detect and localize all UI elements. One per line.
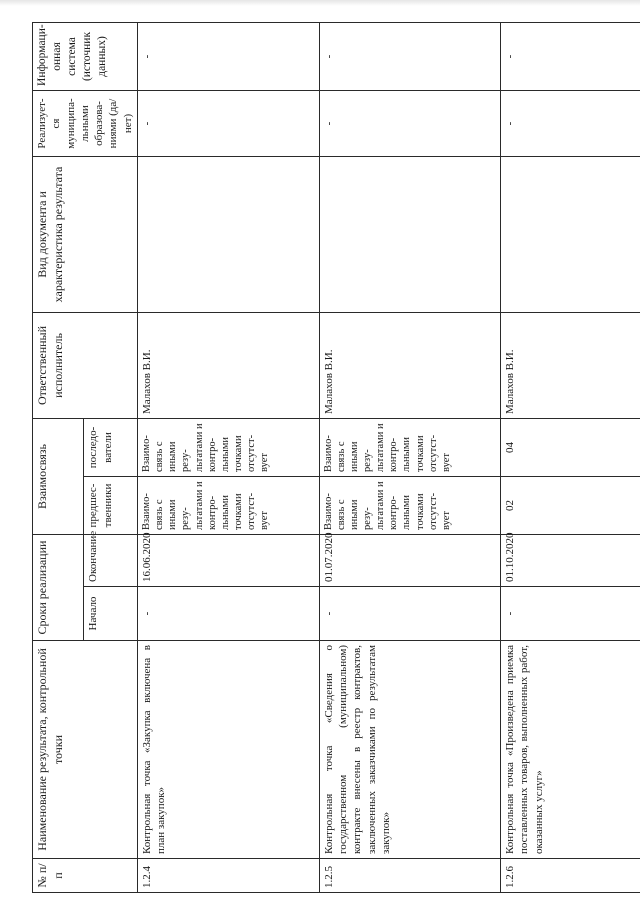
row-responsible: Малахов В.И.	[501, 312, 640, 418]
row-num: 1.2.5	[319, 859, 501, 893]
table-row	[138, 22, 320, 892]
header-terms-start: Начало	[84, 587, 138, 641]
scan-edge	[0, 0, 640, 6]
header-terms-end: Окончание	[84, 535, 138, 587]
row-doc-type	[319, 156, 501, 312]
header-name: Наименование результата, контрольной точки	[33, 641, 138, 859]
row-prev: Взаимо-связь с иными резу-льтатами и контро-льными точками отсутст-вует	[319, 477, 501, 535]
row-municipal: -	[138, 90, 320, 156]
header-info-system: Информаци-онная система (источник данных)	[33, 22, 138, 90]
row-info-system: -	[138, 22, 320, 90]
row-responsible: Малахов В.И.	[138, 312, 320, 418]
row-next: Взаимо-связь с иными резу-льтатами и контро-льными точками отсутст-вует	[319, 418, 501, 476]
row-start: -	[319, 587, 501, 641]
table-row	[501, 22, 640, 892]
header-relation-prev: предшес-твенники	[84, 477, 138, 535]
row-municipal: -	[501, 90, 640, 156]
row-end: 16.06.2020	[138, 535, 320, 587]
row-prev: Взаимо-связь с иными резу-льтатами и контро-льными точками отсутст-вует	[138, 477, 320, 535]
row-doc-type	[501, 156, 640, 312]
row-info-system: -	[319, 22, 501, 90]
row-end: 01.07.2020	[319, 535, 501, 587]
row-name: Контрольная точка «Сведения о государственном (муниципальном) контракте внесены в реестр контрактов, заключенных заказчиками по результатам закупок»	[319, 641, 501, 859]
header-relation: Взаимосвязь	[33, 418, 84, 534]
rotated-page	[32, 20, 637, 893]
row-num: 1.2.6	[501, 859, 640, 893]
row-doc-type	[138, 156, 320, 312]
row-end: 01.10.2020	[501, 535, 640, 587]
row-name: Контрольная точка «Произведена приемка поставленных товаров, выполненных работ, оказанных услуг»	[501, 641, 640, 859]
row-municipal: -	[319, 90, 501, 156]
row-info-system: -	[501, 22, 640, 90]
row-next: Взаимо-связь с иными резу-льтатами и контро-льными точками отсутст-вует	[138, 418, 320, 476]
row-name: Контрольная точка «Закупка включена в план закупок»	[138, 641, 320, 859]
header-doc-type: Вид документа и характеристика результата	[33, 156, 138, 312]
row-next: 04	[501, 418, 640, 476]
header-terms: Сроки реализации	[33, 535, 84, 641]
control-points-table	[32, 22, 640, 893]
header-num: № п/п	[33, 859, 138, 893]
row-start: -	[501, 587, 640, 641]
header-relation-next: последо-ватели	[84, 418, 138, 476]
table-row	[319, 22, 501, 892]
header-responsible: Ответственный исполнитель	[33, 312, 138, 418]
row-num: 1.2.4	[138, 859, 320, 893]
row-responsible: Малахов В.И.	[319, 312, 501, 418]
row-start: -	[138, 587, 320, 641]
header-municipal: Реализует-ся муниципа-льными образова-ниями (да/нет)	[33, 90, 138, 156]
row-prev: 02	[501, 477, 640, 535]
